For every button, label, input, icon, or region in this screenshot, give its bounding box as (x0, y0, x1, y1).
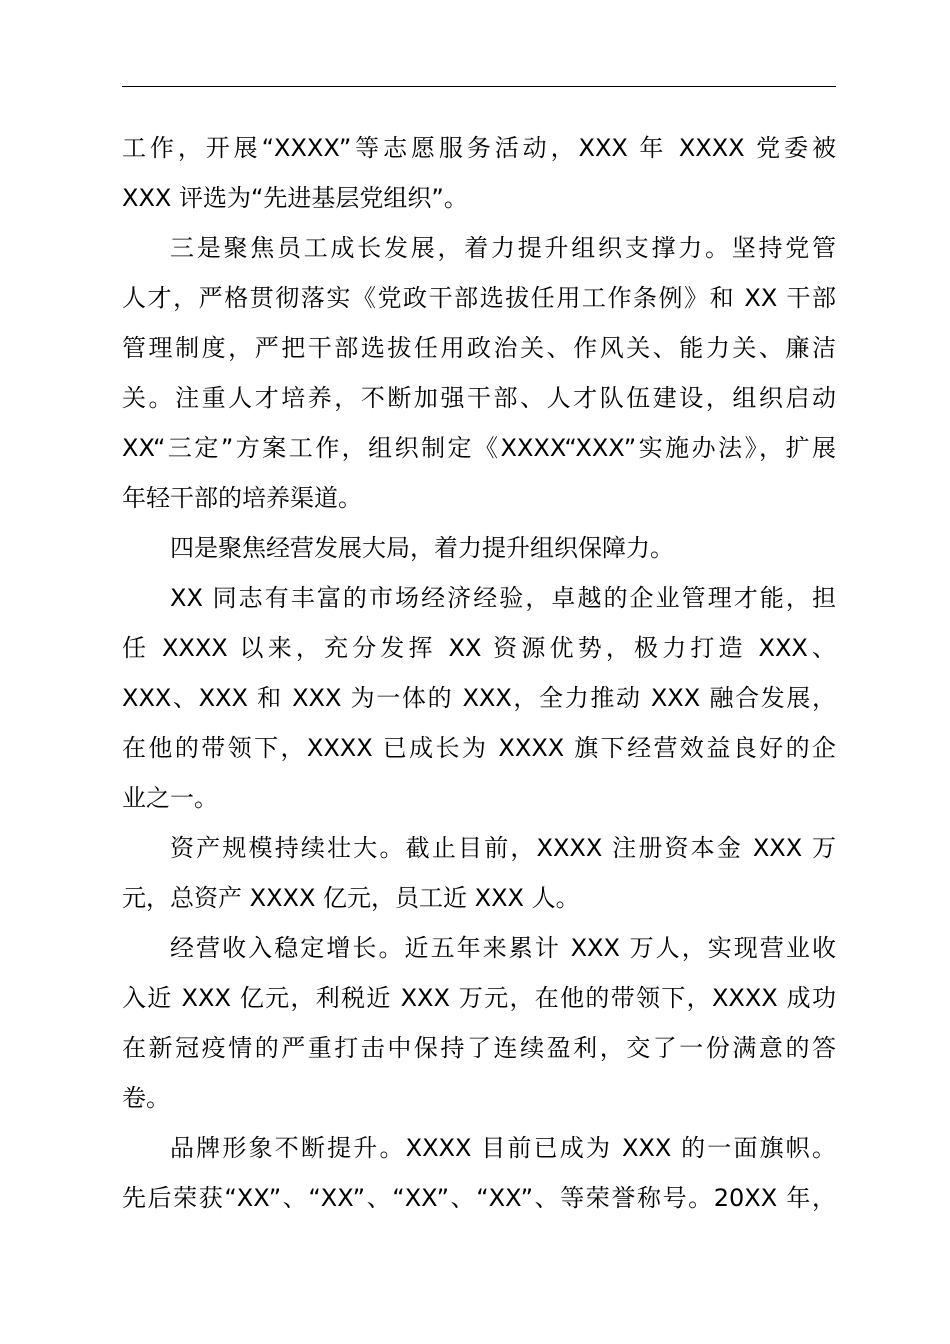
document-body (122, 123, 836, 1223)
text-line: 先后荣获“XX”、“XX”、“XX”、“XX”、等荣誉称号。20XX 年， (122, 1184, 836, 1212)
text-line: 年轻干部的培养渠道。 (122, 484, 362, 512)
text-line: 卷。 (122, 1084, 170, 1112)
text-line: 资产规模持续壮大。截止目前，XXXX 注册资本金 XXX 万 (170, 834, 836, 862)
text-line: 经营收入稳定增长。近五年来累计 XXX 万人，实现营业收 (170, 934, 836, 962)
text-line: 元，总资产 XXXX 亿元，员工近 XXX 人。 (122, 884, 580, 912)
text-line: 人才，严格贯彻落实《党政干部选拔任用工作条例》和 XX 干部 (122, 284, 836, 312)
text-line: 三是聚焦员工成长发展，着力提升组织支撑力。坚持党管 (170, 234, 836, 262)
text-line: XXX 评选为“先进基层党组织”。 (122, 184, 468, 212)
text-line: 在新冠疫情的严重打击中保持了连续盈利，交了一份满意的答 (122, 1034, 836, 1062)
text-line: 四是聚焦经营发展大局，着力提升组织保障力。 (170, 534, 674, 562)
text-line: 工作，开展“XXXX”等志愿服务活动，XXX 年 XXXX 党委被 (122, 134, 836, 162)
text-line: 任 XXXX 以来，充分发挥 XX 资源优势，极力打造 XXX、 (122, 634, 836, 662)
text-line: 品牌形象不断提升。XXXX 目前已成为 XXX 的一面旗帜。 (170, 1134, 836, 1162)
text-line: 在他的带领下，XXXX 已成长为 XXXX 旗下经营效益良好的企 (122, 734, 836, 762)
text-line: XXX、XXX 和 XXX 为一体的 XXX，全力推动 XXX 融合发展， (122, 684, 836, 712)
text-line: 管理制度，严把干部选拔任用政治关、作风关、能力关、廉洁 (122, 334, 836, 362)
header-rule (122, 86, 836, 87)
text-line: 入近 XXX 亿元，利税近 XXX 万元，在他的带领下，XXXX 成功 (122, 984, 836, 1012)
text-line: XX“三定”方案工作，组织制定《XXXX“XXX”实施办法》，扩展 (122, 434, 836, 462)
text-line: 业之一。 (122, 784, 218, 812)
text-line: XX 同志有丰富的市场经济经验，卓越的企业管理才能，担 (170, 584, 836, 612)
text-line: 关。注重人才培养，不断加强干部、人才队伍建设，组织启动 (122, 384, 836, 412)
